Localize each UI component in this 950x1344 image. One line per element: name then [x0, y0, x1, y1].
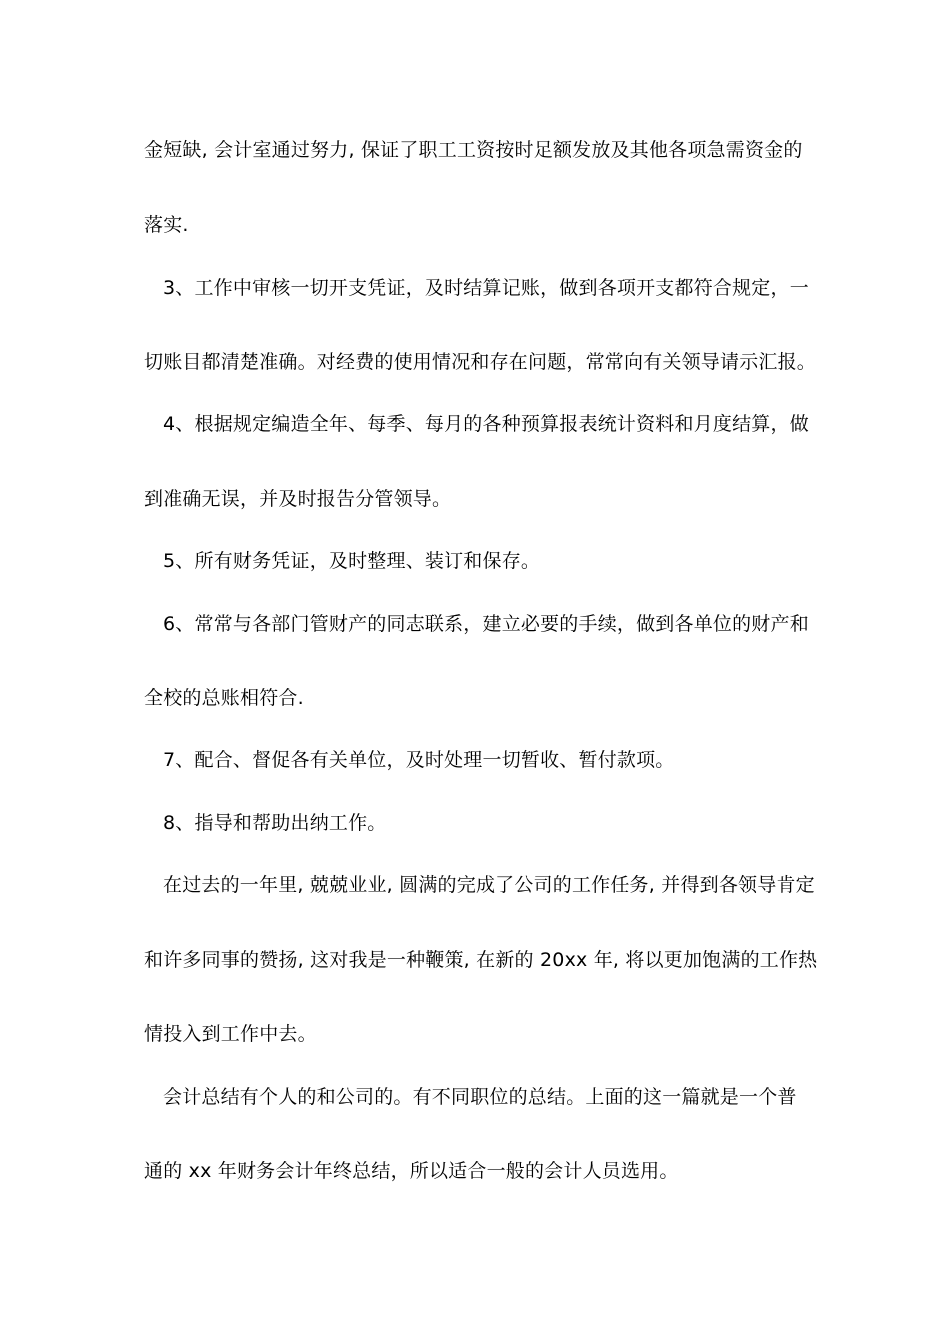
list-item-6-line: 6、常常与各部门管财产的同志联系，建立必要的手续，做到各单位的财产和 [163, 613, 809, 635]
paragraph-line: 金短缺, 会计室通过努力, 保证了职工工资按时足额发放及其他各项急需资金的 [144, 139, 803, 161]
list-item-4-line: 到准确无误，并及时报告分管领导。 [144, 488, 452, 510]
paragraph-line: 和许多同事的赞扬, 这对我是一种鞭策, 在新的 20xx 年, 将以更加饱满的工作热 [144, 949, 818, 971]
list-item-8: 8、指导和帮助出纳工作。 [163, 812, 387, 834]
paragraph-line: 会计总结有个人的和公司的。有不同职位的总结。上面的这一篇就是一个普 [163, 1086, 797, 1108]
list-item-4-line: 4、根据规定编造全年、每季、每月的各种预算报表统计资料和月度结算，做 [163, 413, 809, 435]
list-item-3-line: 切账目都清楚准确。对经费的使用情况和存在问题，常常向有关领导请示汇报。 [144, 351, 817, 373]
paragraph-line: 落实. [144, 214, 189, 236]
list-item-7: 7、配合、督促各有关单位，及时处理一切暂收、暂付款项。 [163, 749, 675, 771]
paragraph-line: 情投入到工作中去。 [144, 1023, 317, 1045]
paragraph-line: 在过去的一年里, 兢兢业业, 圆满的完成了公司的工作任务, 并得到各领导肯定 [163, 874, 815, 896]
list-item-6-line: 全校的总账相符合. [144, 687, 304, 709]
paragraph-line: 通的 xx 年财务会计年终总结，所以适合一般的会计人员选用。 [144, 1160, 679, 1182]
list-item-5: 5、所有财务凭证，及时整理、装订和保存。 [163, 550, 541, 572]
list-item-3-line: 3、工作中审核一切开支凭证，及时结算记账，做到各项开支都符合规定，一 [163, 277, 809, 299]
